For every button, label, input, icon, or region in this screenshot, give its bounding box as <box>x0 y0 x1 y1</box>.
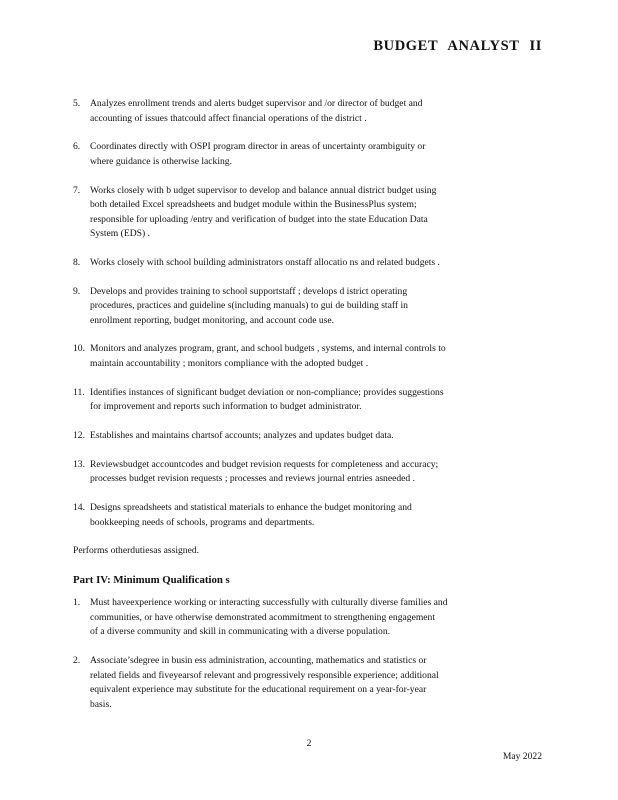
item-number: 12. <box>73 430 85 442</box>
list-item <box>73 256 543 271</box>
list-item <box>73 429 543 444</box>
item-number: 8. <box>73 256 81 268</box>
item-number: 7. <box>73 184 81 196</box>
item-text: Develops and provides training to school supportstaff ; develops d istrict operating procedures, practices and guideline s(including manuals) to gui de building staff in enrollment reporting, budget monitoring, and account code use. <box>90 285 408 326</box>
document-title: BUDGET ANALYST II <box>373 38 542 54</box>
item-text: Monitors and analyzes program, grant, and school budgets , systems, and internal controls to maintain accountability ; monitors compliance with the adopted budget . <box>90 343 446 369</box>
item-number: 14. <box>73 502 85 514</box>
item-number: 10. <box>73 343 85 355</box>
section-heading: Part IV: Minimum Qualification s <box>73 573 230 586</box>
item-text: Coordinates directly with OSPI program director in areas of uncertainty orambiguity or where guidance is otherwise lacking. <box>90 141 426 167</box>
list-item <box>73 596 543 640</box>
list-item <box>73 140 543 169</box>
footer-date: May 2022 <box>502 751 542 762</box>
item-text: Works closely with school building administrators onstaff allocatio ns and related budgets . <box>90 256 440 268</box>
item-number: 2. <box>73 655 81 667</box>
list-item <box>73 184 543 242</box>
list-item <box>73 458 543 487</box>
qualifications-list <box>73 596 543 712</box>
item-number: 1. <box>73 597 81 609</box>
list-item <box>73 285 543 329</box>
item-text: Identifies instances of significant budget deviation or non-compliance; provides suggestions for improvement and reports such information to budget administrator. <box>90 386 444 413</box>
list-item <box>73 501 543 530</box>
item-text: Analyzes enrollment trends and alerts budget supervisor and /or director of budget and accounting of issues thatcould affect financial operations of the district . <box>90 98 423 124</box>
item-text: Works closely with b udget supervisor to develop and balance annual district budget using both detailed Excel spreadsheets and budget module within the BusinessPlus system; responsible for uploading /entry and verification of budget into the state Education Data System (EDS) . <box>90 184 437 240</box>
item-number: 6. <box>73 141 81 153</box>
item-text: Must haveexperience working or interacting successfully with culturally diverse families and communities, or have otherwise demonstrated acommitment to strengthening engagement of a diverse community and skill in communicating with a diverse population. <box>90 597 448 638</box>
list-item <box>73 342 543 371</box>
item-number: 11. <box>73 386 85 398</box>
page-number: 2 <box>306 738 312 749</box>
item-text: Associate’sdegree in busin ess administration, accounting, mathematics and statistics or related fields and fiveyearsof relevant and progressively responsible experience; additional equivalent experience may substitute for the educational requirement on a year-for-year basis. <box>90 655 439 710</box>
list-item <box>73 386 543 415</box>
item-number: 5. <box>73 98 81 109</box>
document-body <box>73 97 543 727</box>
item-text: Designs spreadsheets and statistical materials to enhance the budget monitoring and bookkeeping needs of schools, programs and departments. <box>90 502 412 528</box>
item-number: 9. <box>73 285 81 297</box>
list-item <box>73 97 543 126</box>
list-item <box>73 654 543 712</box>
duties-list <box>73 97 543 530</box>
item-text: Reviewsbudget accountcodes and budget revision requests for completeness and accuracy; processes budget revision requests ; processes and reviews journal entries asneeded . <box>90 458 439 485</box>
item-text: Establishes and maintains chartsof accounts; analyzes and updates budget data. <box>90 430 394 442</box>
other-duties-text: Performs otherdutiesas assigned. <box>73 545 200 557</box>
item-number: 13. <box>73 458 85 470</box>
